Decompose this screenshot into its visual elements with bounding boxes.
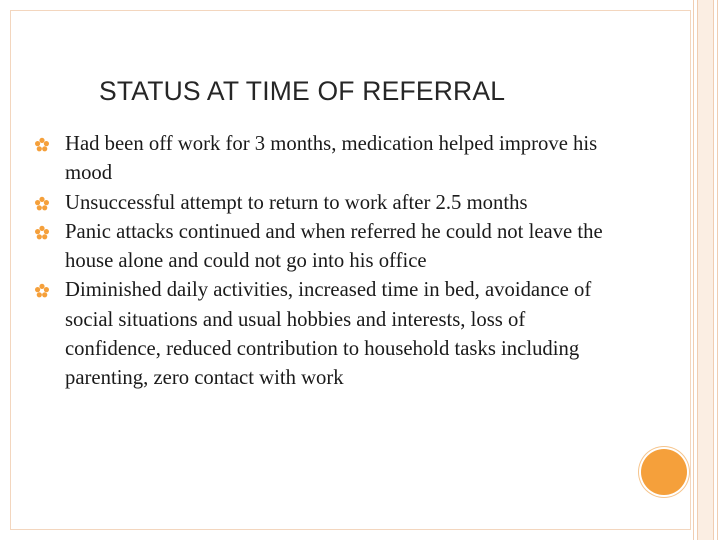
- flower-bullet-icon: [34, 137, 50, 153]
- flower-bullet-icon: [34, 196, 50, 212]
- bullet-text: Diminished daily activities, increased time in bed, avoidance of social situations and usual hobbies and interests, loss of confidence, reduced contribution to household tasks including parenting, zero contact with work: [65, 279, 592, 390]
- slide-title: STATUS AT TIME OF REFERRAL: [99, 76, 506, 106]
- flower-bullet-icon: [34, 225, 50, 241]
- bullet-item: [34, 189, 614, 218]
- right-edge-line: [717, 0, 718, 540]
- right-edge-band: [697, 0, 713, 540]
- orange-circle-decoration: [641, 449, 687, 495]
- bullet-list: [34, 130, 614, 394]
- bullet-text: Unsuccessful attempt to return to work after 2.5 months: [65, 191, 528, 214]
- bullet-text: Panic attacks continued and when referred he could not leave the house alone and could not go into his office: [65, 220, 603, 273]
- bullet-item: [34, 130, 614, 189]
- bullet-item: [34, 218, 614, 277]
- right-edge-line: [697, 0, 698, 540]
- right-edge-line: [713, 0, 714, 540]
- bullet-item: [34, 276, 614, 393]
- bullet-text: Had been off work for 3 months, medication helped improve his mood: [65, 133, 598, 185]
- right-edge-line: [693, 0, 694, 540]
- flower-bullet-icon: [34, 283, 50, 299]
